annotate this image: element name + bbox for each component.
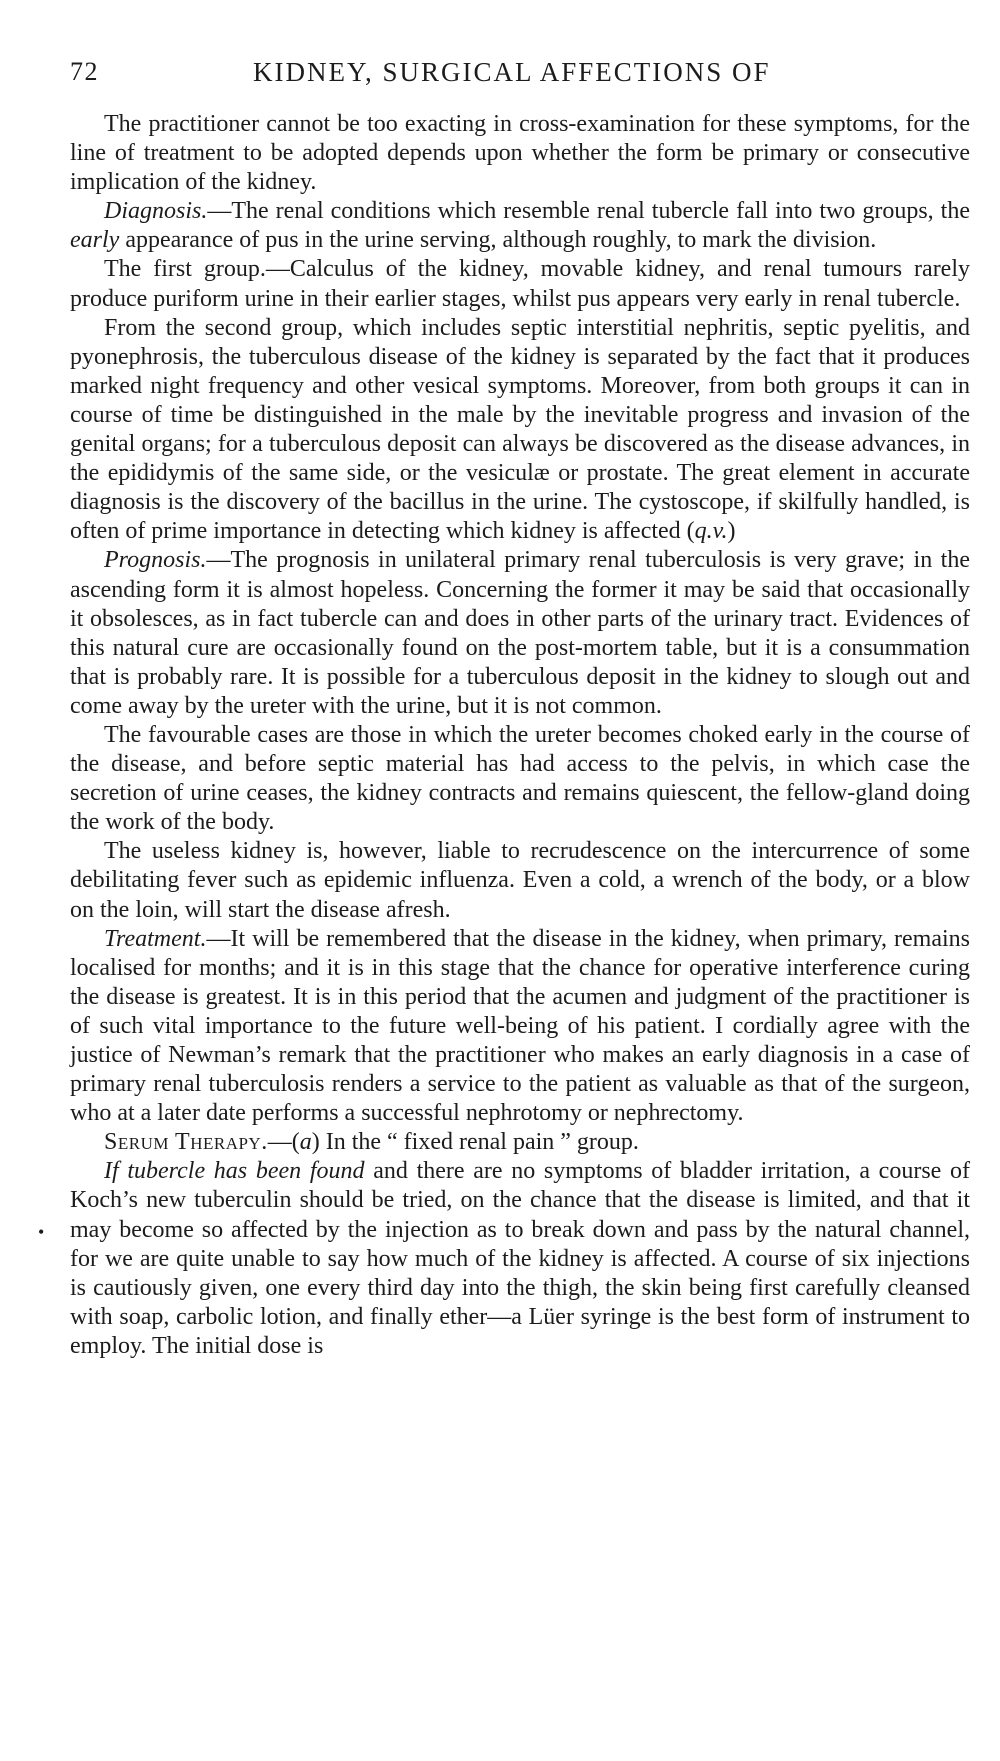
section-heading-treatment: Treatment. bbox=[104, 925, 207, 952]
paragraph-text: appearance of pus in the urine serving, although roughly, to mark the division. bbox=[119, 227, 877, 254]
paragraph-tuberculin bbox=[70, 1157, 970, 1361]
page-header bbox=[70, 52, 970, 96]
paragraph-text: —The renal conditions which resemble renal tubercle fall into two groups, the bbox=[207, 198, 970, 225]
paragraph-text: —The prognosis in unilateral primary renal tuberculosis is very grave; in the ascending form it is almost hopeless. Concerning the former it may be said that occasionally it obsolesces, as in fact tubercle can and does in other parts of the urinary tract. Evidences of this natural cure are occasionally found on the post-mortem table, but it is a consummation that is probably rare. It is possible for a tuberculous deposit in the kidney to slough out and come away by the ureter with the urine, but it is not common. bbox=[70, 547, 970, 719]
paragraph-useless-kidney bbox=[70, 837, 970, 924]
emphasis-lead: If tubercle has been found bbox=[104, 1158, 365, 1185]
emphasis: q.v. bbox=[694, 518, 728, 545]
paragraph-text: The first group.—Calculus of the kidney, movable kidney, and renal tumours rarely produce puriform urine in their earlier stages, whilst pus appears very early in renal tubercle. bbox=[70, 256, 970, 312]
page-number: 72 bbox=[70, 57, 99, 86]
paragraph-treatment bbox=[70, 925, 970, 1129]
paragraph-text: From the second group, which includes septic interstitial nephritis, septic pyelitis, and pyonephrosis, the tuberculous disease of the kidney is separated by the fact that it produces marked night frequency and other vesical symptoms. Moreover, from both groups it can in course of time be distinguished in the male by the inevitable progress and invasion of the genital organs; for a tuberculous deposit can always be discovered as the disease advances, in the epididymis of the same side, or the vesiculæ or prostate. The great element in accurate diagnosis is the discovery of the bacillus in the urine. The cystoscope, if skilfully handled, is often of prime importance in detecting which kidney is affected ( bbox=[70, 314, 970, 545]
section-heading-diagnosis: Diagnosis. bbox=[104, 198, 208, 225]
paragraph-second-group bbox=[70, 314, 970, 547]
section-heading-serum-therapy: Serum Therapy. bbox=[104, 1129, 268, 1156]
paragraph-text: and there are no symptoms of bladder irritation, a course of Koch’s new tuberculin should be tried, on the chance that the disease is limited, and that it may become so affected by the injection as to break down and pass by the natural channel, for we are quite unable to say how much of the kidney is affected. A course of six injections is cautiously given, one every third day into the thigh, the skin being first carefully cleansed with soap, carbolic lotion, and finally ether—a Lüer syringe is the best form of instrument to employ. The initial dose is bbox=[70, 1158, 971, 1359]
paragraph-text: The practitioner cannot be too exacting in cross-examination for these symptoms, for the line of treatment to be adopted depends upon whether the form be primary or consecutive implication of the kidney. bbox=[70, 111, 970, 196]
paragraph-prognosis bbox=[70, 546, 970, 721]
emphasis: a bbox=[299, 1129, 312, 1156]
paragraph-symptoms bbox=[70, 110, 970, 197]
paragraph-text: The useless kidney is, however, liable to recrudescence on the intercurrence of some debilitating fever such as epidemic influenza. Even a cold, a wrench of the body, or a blow on the loin, will start the disease afresh. bbox=[70, 838, 970, 923]
paragraph-diagnosis bbox=[70, 197, 970, 255]
paragraph-text: ) In the “ fixed renal pain ” group. bbox=[311, 1129, 639, 1156]
paragraph-favourable-cases bbox=[70, 721, 970, 837]
paragraph-text: —( bbox=[267, 1129, 300, 1156]
body-text bbox=[70, 110, 970, 1361]
paragraph-first-group bbox=[70, 255, 970, 313]
document-page bbox=[70, 52, 970, 1361]
running-title: KIDNEY, SURGICAL AFFECTIONS OF bbox=[253, 57, 771, 87]
paragraph-text: The favourable cases are those in which the ureter becomes choked early in the course of the disease, and before septic material has had access to the pelvis, in which case the secretion of urine ceases, the kidney contracts and remains quiescent, the fellow-gland doing the work of the body. bbox=[70, 721, 970, 836]
paragraph-text: —It will be remembered that the disease in the kidney, when primary, remains localised for months; and it is in this stage that the chance for operative interference curing the disease is greatest. It is in this period that the acumen and judgment of the practitioner is of such vital importance to the future well-being of his patient. I cordially agree with the justice of Newman’s remark that the practitioner who makes an early diagnosis in a case of primary renal tuberculosis renders a service to the patient as valuable as that of the surgeon, who at a later date performs a successful nephrotomy or nephrectomy. bbox=[70, 925, 970, 1127]
margin-mark: • bbox=[38, 1222, 45, 1242]
paragraph-serum-therapy bbox=[70, 1128, 970, 1157]
section-heading-prognosis: Prognosis. bbox=[104, 547, 207, 574]
paragraph-text: ) bbox=[727, 518, 736, 545]
emphasis: early bbox=[70, 227, 120, 254]
